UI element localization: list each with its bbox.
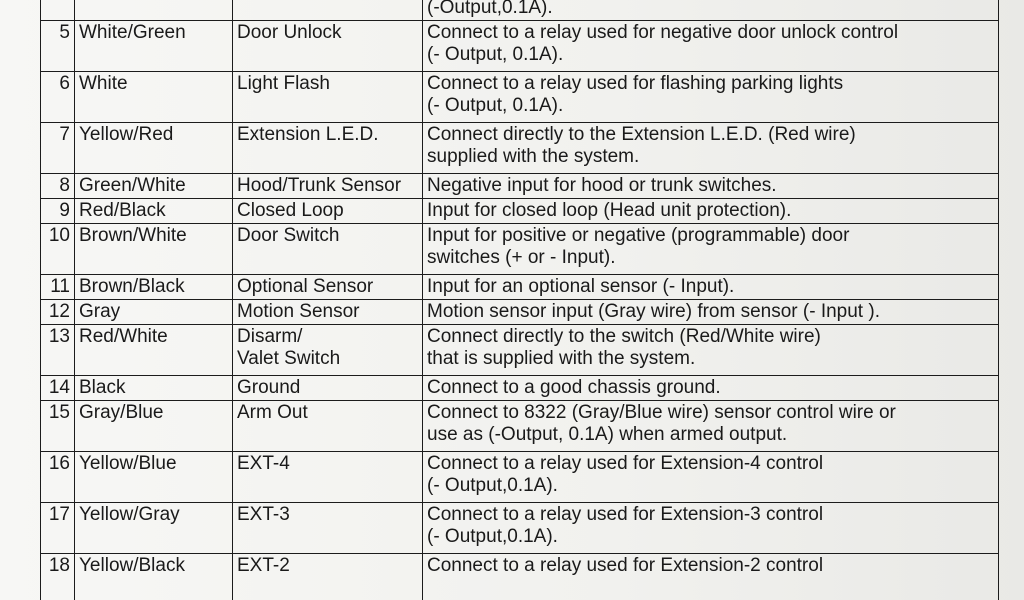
wire-description	[423, 300, 999, 325]
wire-color: Red/White	[75, 325, 233, 376]
pin-number: 12	[41, 300, 75, 325]
description-line: Connect to a relay used for Extension-4 control	[427, 453, 824, 474]
wire-description	[423, 174, 999, 199]
table-row	[41, 199, 999, 224]
wiring-table	[40, 0, 999, 600]
description-line: (- Output,0.1A).	[427, 475, 558, 496]
table-row	[41, 0, 999, 21]
description-line: (- Output,0.1A).	[427, 526, 558, 547]
table-row	[41, 554, 999, 600]
pin-number: 7	[41, 123, 75, 174]
table-row	[41, 275, 999, 300]
wire-description	[423, 376, 999, 401]
description-line: Connect to 8322 (Gray/Blue wire) sensor control wire or	[427, 402, 896, 423]
wire-function: Motion Sensor	[233, 300, 423, 325]
wire-function: Door Switch	[233, 224, 423, 275]
description-line: Connect to a relay used for Extension-3 control	[427, 504, 824, 525]
table-row	[41, 72, 999, 123]
wire-color: White/Green	[75, 21, 233, 72]
wire-description	[423, 0, 999, 21]
wire-function	[233, 325, 423, 376]
pin-number: 17	[41, 503, 75, 554]
description-line: supplied with the system.	[427, 146, 640, 167]
description-line: (- Output, 0.1A).	[427, 44, 564, 65]
table-row	[41, 325, 999, 376]
wire-description	[423, 503, 999, 554]
wire-color: Yellow/Red	[75, 123, 233, 174]
wire-function: Ground	[233, 376, 423, 401]
wire-color: Gray/Blue	[75, 401, 233, 452]
wire-color: Yellow/Black	[75, 554, 233, 600]
wire-description	[423, 275, 999, 300]
description-line: Motion sensor input (Gray wire) from sensor (- Input ).	[427, 301, 880, 322]
wire-description	[423, 72, 999, 123]
wire-color: Brown/Black	[75, 275, 233, 300]
wire-description	[423, 123, 999, 174]
wire-function: EXT-4	[233, 452, 423, 503]
description-line: that is supplied with the system.	[427, 348, 696, 369]
wire-description	[423, 401, 999, 452]
pin-number: 10	[41, 224, 75, 275]
wire-color: Yellow/Gray	[75, 503, 233, 554]
description-line: use as (-Output, 0.1A) when armed output.	[427, 424, 788, 445]
description-line: Negative input for hood or trunk switches.	[427, 175, 777, 196]
pin-number	[41, 0, 75, 21]
pin-number: 15	[41, 401, 75, 452]
table-row	[41, 123, 999, 174]
description-line: Input for positive or negative (programmable) door	[427, 225, 850, 246]
table-row	[41, 174, 999, 199]
pin-number: 9	[41, 199, 75, 224]
wire-function	[233, 0, 423, 21]
wire-color: Brown/White	[75, 224, 233, 275]
pin-number: 14	[41, 376, 75, 401]
pin-number: 18	[41, 554, 75, 600]
wire-function: Door Unlock	[233, 21, 423, 72]
pin-number: 8	[41, 174, 75, 199]
table-row	[41, 452, 999, 503]
description-line: (- Output, 0.1A).	[427, 95, 564, 116]
wire-color: White	[75, 72, 233, 123]
wire-description	[423, 452, 999, 503]
pin-number: 5	[41, 21, 75, 72]
description-line: Connect to a relay used for negative door unlock control	[427, 22, 899, 43]
description-line: Connect directly to the switch (Red/White wire)	[427, 326, 821, 347]
description-line: Input for closed loop (Head unit protection).	[427, 200, 792, 221]
wire-color: Red/Black	[75, 199, 233, 224]
wire-color	[75, 0, 233, 21]
pin-number: 6	[41, 72, 75, 123]
wire-function: Optional Sensor	[233, 275, 423, 300]
wire-description	[423, 224, 999, 275]
description-line: Connect directly to the Extension L.E.D. (Red wire)	[427, 124, 856, 145]
description-line: (-Output,0.1A).	[427, 0, 553, 18]
function-line: Disarm/	[237, 326, 303, 347]
wire-function: Closed Loop	[233, 199, 423, 224]
wire-function: Extension L.E.D.	[233, 123, 423, 174]
table-row	[41, 376, 999, 401]
table-row	[41, 300, 999, 325]
wire-function: EXT-2	[233, 554, 423, 600]
wire-color: Green/White	[75, 174, 233, 199]
wire-function: EXT-3	[233, 503, 423, 554]
wire-function: Light Flash	[233, 72, 423, 123]
function-line: Valet Switch	[237, 348, 341, 369]
description-line: Connect to a relay used for flashing parking lights	[427, 73, 844, 94]
table-row	[41, 224, 999, 275]
description-line: switches (+ or - Input).	[427, 247, 616, 268]
description-line: Input for an optional sensor (- Input).	[427, 276, 735, 297]
description-line: Connect to a relay used for Extension-2 control	[427, 555, 824, 576]
wire-color: Gray	[75, 300, 233, 325]
description-line: Connect to a good chassis ground.	[427, 377, 721, 398]
wire-color: Yellow/Blue	[75, 452, 233, 503]
wire-description	[423, 554, 999, 600]
pin-number: 16	[41, 452, 75, 503]
wire-description	[423, 199, 999, 224]
pin-number: 13	[41, 325, 75, 376]
wire-function: Hood/Trunk Sensor	[233, 174, 423, 199]
pin-number: 11	[41, 275, 75, 300]
wire-description	[423, 325, 999, 376]
table-row	[41, 21, 999, 72]
wire-color: Black	[75, 376, 233, 401]
wire-description	[423, 21, 999, 72]
wire-function: Arm Out	[233, 401, 423, 452]
table-row	[41, 503, 999, 554]
table-row	[41, 401, 999, 452]
